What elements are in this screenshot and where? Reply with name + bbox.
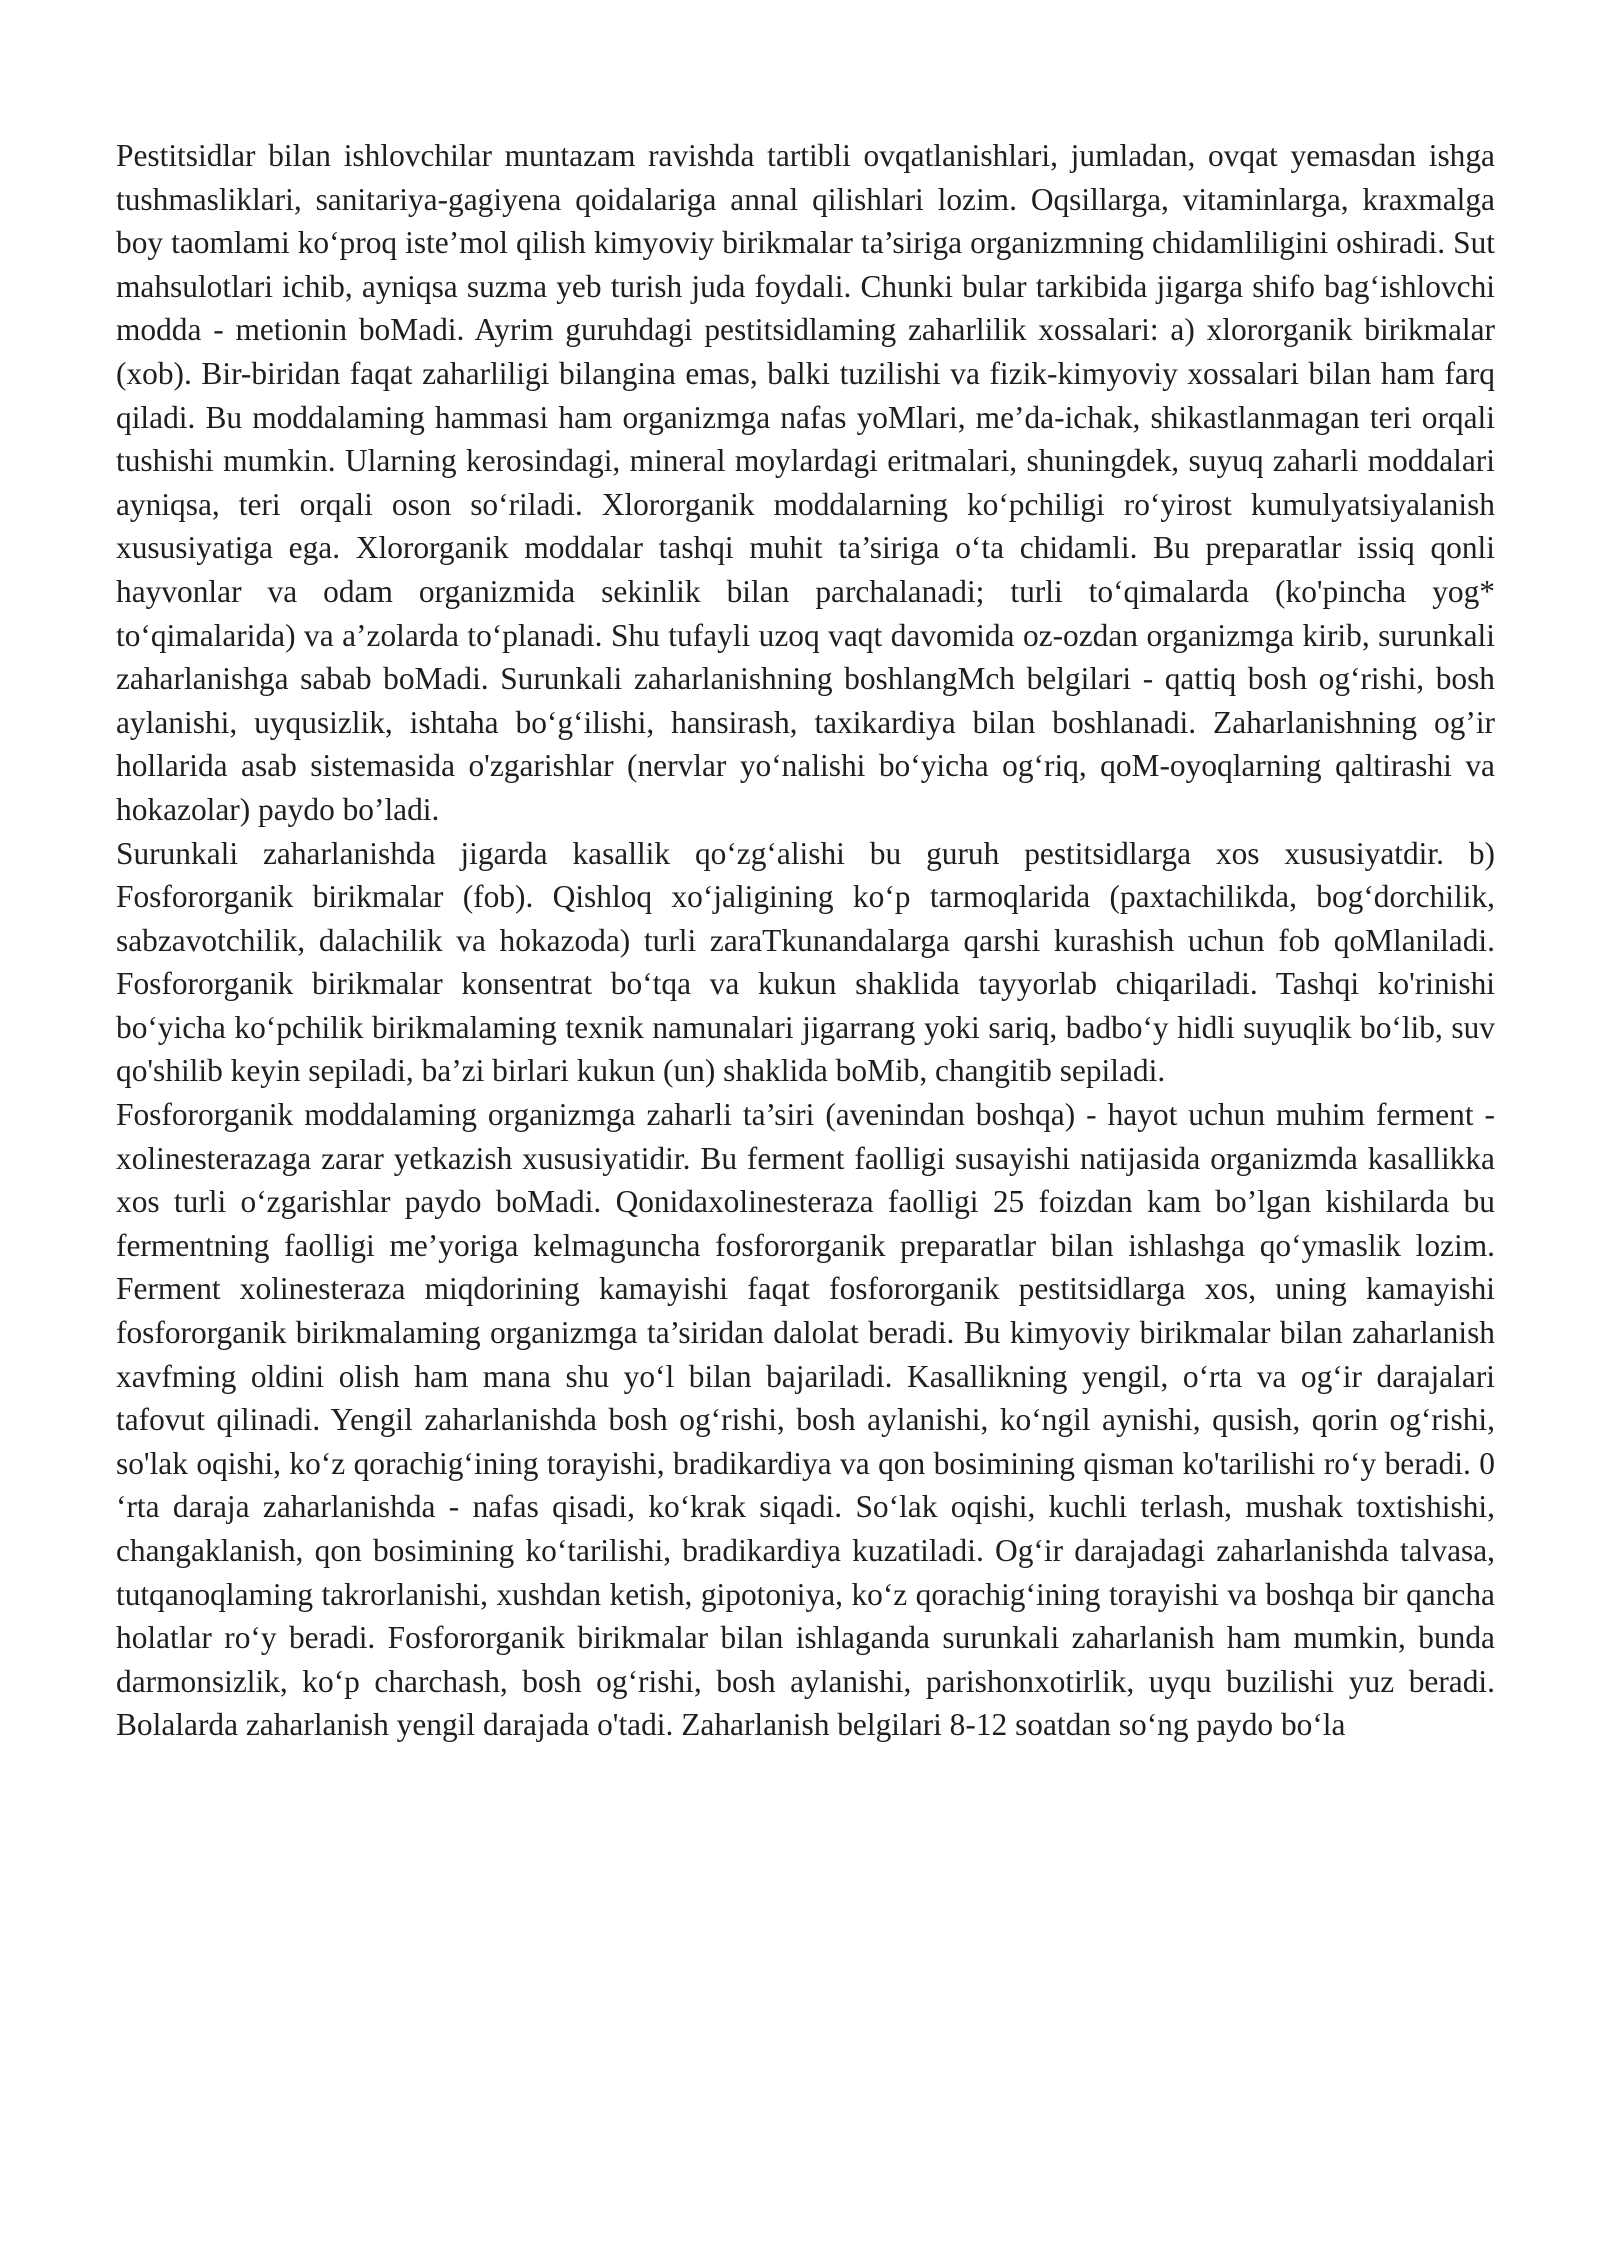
document-page xyxy=(116,134,1495,1747)
paragraph-pesticide-workers: Pestitsidlar bilan ishlovchilar muntazam ravishda tartibli ovqatlanishlari, jumladan, ovqat yemasdan ishga tushmasliklari, sanitariya-gagiyena qoidalariga annal qilishlari lozim. Oqsillarga, vitaminlarga, kraxmalga boy taomlami ko‘proq iste’mol qilish kimyoviy birikmalar ta’siriga organizmning chidamliligini oshiradi. Sut mahsulotlari ichib, ayniqsa suzma yeb turish juda foydali. Chunki bular tarkibida jigarga shifo bag‘ishlovchi modda - metionin boMadi. Ayrim guruhdagi pestitsidlaming zaharlilik xossalari: a) xlororganik birikmalar (xob). Bir-biridan faqat zaharliligi bilangina emas, balki tuzilishi va fizik-kimyoviy xossalari bilan ham farq qiladi. Bu moddalaming hammasi ham organizmga nafas yoMlari, me’da-ichak, shikastlanmagan teri orqali tushishi mumkin. Ularning kerosindagi, mineral moylardagi eritmalari, shuningdek, suyuq zaharli moddalari ayniqsa, teri orqali oson so‘riladi. Xlororganik moddalarning ko‘pchiligi ro‘yirost kumulyatsiyalanish xususiyatiga ega. Xlororganik moddalar tashqi muhit ta’siriga o‘ta chidamli. Bu preparatlar issiq qonli hayvonlar va odam organizmida sekinlik bilan parchalanadi; turli to‘qimalarda (ko'pincha yog* to‘qimalarida) va a’zolarda to‘planadi. Shu tufayli uzoq vaqt davomida oz-ozdan organizmga kirib, surunkali zaharlanishga sabab boMadi. Surunkali zaharlanishning boshlangMch belgilari - qattiq bosh og‘rishi, bosh aylanishi, uyqusizlik, ishtaha bo‘g‘ilishi, hansirash, taxikardiya bilan boshlanadi. Zaharlanishning og’ir hollarida asab sistemasida o'zgarishlar (nervlar yo‘nalishi bo‘yicha og‘riq, qoM-oyoqlarning qaltirashi va hokazolar) paydo bo’ladi. xyxy=(116,138,1495,827)
paragraph-fosfororganik-intro: Surunkali zaharlanishda jigarda kasallik qo‘zg‘alishi bu guruh pestitsidlarga xos xususiyatdir. b) Fosfororganik birikmalar (fob). Qishloq xo‘jaligining ko‘p tarmoqlarida (paxtachilikda, bog‘dorchilik, sabzavotchilik, dalachilik va hokazoda) turli zaraTkunandalarga qarshi kurashish uchun fob qoMlaniladi. Fosfororganik birikmalar konsentrat bo‘tqa va kukun shaklida tayyorlab chiqariladi. Tashqi ko'rinishi bo‘yicha ko‘pchilik birikmalaming texnik namunalari jigarrang yoki sariq, badbo‘y hidli suyuqlik bo‘lib, suv qo'shilib keyin sepiladi, ba’zi birlari kukun (un) shaklida boMib, changitib sepiladi. xyxy=(116,835,1495,1089)
paragraph-fosfororganik-effects: Fosfororganik moddalaming organizmga zaharli ta’siri (avenindan boshqa) - hayot uchun muhim ferment - xolinesterazaga zarar yetkazish xususiyatidir. Bu ferment faolligi susayishi natijasida organizmda kasallikka xos turli o‘zgarishlar paydo boMadi. Qonidaxolinesteraza faolligi 25 foizdan kam bo’lgan kishilarda bu fermentning faolligi me’yoriga kelmaguncha fosfororganik preparatlar bilan ishlashga qo‘ymaslik lozim. Ferment xolinesteraza miqdorining kamayishi faqat fosfororganik pestitsidlarga xos, uning kamayishi fosfororganik birikmalaming organizmga ta’siridan dalolat beradi. Bu kimyoviy birikmalar bilan zaharlanish xavfming oldini olish ham mana shu yo‘l bilan bajariladi. Kasallikning yengil, o‘rta va og‘ir darajalari tafovut qilinadi. Yengil zaharlanishda bosh og‘rishi, bosh aylanishi, ko‘ngil aynishi, qusish, qorin og‘rishi, so'lak oqishi, ko‘z qorachig‘ining torayishi, bradikardiya va qon bosimining qisman ko'tarilishi ro‘y beradi. 0 ‘rta daraja zaharlanishda - nafas qisadi, ko‘krak siqadi. So‘lak oqishi, kuchli terlash, mushak toxtishishi, changaklanish, qon bosimining ko‘tarilishi, bradikardiya kuzatiladi. Og‘ir darajadagi zaharlanishda talvasa, tutqanoqlaming takrorlanishi, xushdan ketish, gipotoniya, ko‘z qorachig‘ining torayishi va boshqa bir qancha holatlar ro‘y beradi. Fosfororganik birikmalar bilan ishlaganda surunkali zaharlanish ham mumkin, bunda darmonsizlik, ko‘p charchash, bosh og‘rishi, bosh aylanishi, parishonxotirlik, uyqu buzilishi yuz beradi. Bolalarda zaharlanish yengil darajada o'tadi. Zaharlanish belgilari 8-12 soatdan so‘ng paydo bo‘la xyxy=(116,1097,1495,1743)
